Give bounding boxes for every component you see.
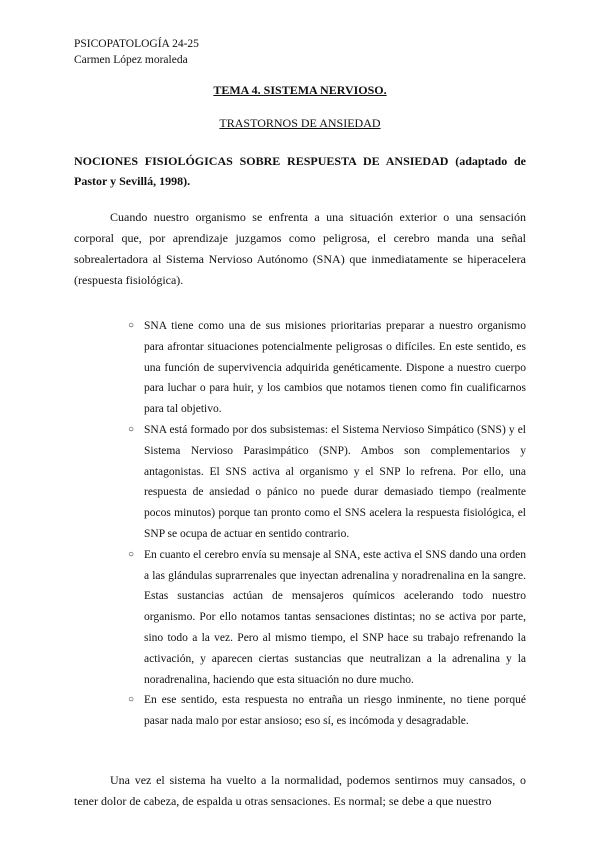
intro-paragraph: Cuando nuestro organismo se enfrenta a una situación exterior o una sensación corporal que, por aprendizaje juzgamos como peligrosa, el cerebro manda una señal sobrealertadora al Sistema Nervioso Autónomo (SNA) que inmediatamente se hiperacelera (respuesta fisiológica). <box>74 210 526 287</box>
list-item-text: En ese sentido, esta respuesta no entraña un riesgo inminente, no tiene porqué pasar nada malo por estar ansioso; eso sí, es incómoda y desagradable. <box>144 694 526 728</box>
bullet-circle-icon: ○ <box>128 548 135 560</box>
author-name: Carmen López moraleda <box>74 54 188 66</box>
list-item <box>128 316 526 420</box>
closing-paragraph: Una vez el sistema ha vuelto a la normalidad, podemos sentirnos muy cansados, o tener dolor de cabeza, de espalda u otras sensaciones. Es normal; se debe a que nuestro <box>74 773 526 808</box>
list-item <box>128 420 526 545</box>
bullet-circle-icon: ○ <box>128 694 135 706</box>
bullet-circle-icon: ○ <box>128 423 135 435</box>
list-item <box>128 545 526 691</box>
list-item-text: SNA está formado por dos subsistemas: el Sistema Nervioso Simpático (SNS) y el Sistema Nervioso Parasimpático (SNP). Ambos son complementarios y antagonistas. El SNS activa al organismo y el SNP lo refrena. Por ello, una respuesta de ansiedad o pánico no puede durar demasiado tiempo (realmente pocos minutos) porque tan pronto como el SNS acelera la respuesta fisiológica, el SNP se ocupa de actuar en sentido contrario. <box>144 423 526 540</box>
bullet-list <box>0 316 600 732</box>
bullet-circle-icon: ○ <box>128 320 135 331</box>
list-item-text: SNA tiene como una de sus misiones prioritarias preparar a nuestro organismo para afrontar situaciones potencialmente peligrosas o difíciles. En este sentido, es una función de supervivencia adquirida genéticamente. Dispone a nuestro cuerpo para luchar o para huir, y los cambios que notamos tienen como fin cualificarnos para tal objetivo. <box>144 320 526 416</box>
list-item <box>128 690 526 732</box>
course-label: PSICOPATOLOGÍA 24-25 <box>74 38 199 50</box>
document-subtitle: TRASTORNOS DE ANSIEDAD <box>219 116 381 130</box>
list-item-text: En cuanto el cerebro envía su mensaje al SNA, este activa el SNS dando una orden a las glándulas suprarrenales que inyectan adrenalina y noradrenalina en la sangre. Estas sustancias actúan de mensajeros químicos acelerando todo nuestro organismo. Por ello notamos tantas sensaciones distintas; no se activa por parte, sino todo a la vez. Pero al mismo tiempo, el SNP hace su trabajo refrenando la activación, y aparecen ciertas sustancias que neutralizan a la adrenalina y la noradrenalina, haciendo que esta situación no dure mucho. <box>144 548 526 686</box>
section-heading: NOCIONES FISIOLÓGICAS SOBRE RESPUESTA DE ANSIEDAD (adaptado de Pastor y Sevillá, 1998). <box>74 154 526 188</box>
document-title: TEMA 4. SISTEMA NERVIOSO. <box>213 83 387 97</box>
page-header <box>74 36 199 68</box>
